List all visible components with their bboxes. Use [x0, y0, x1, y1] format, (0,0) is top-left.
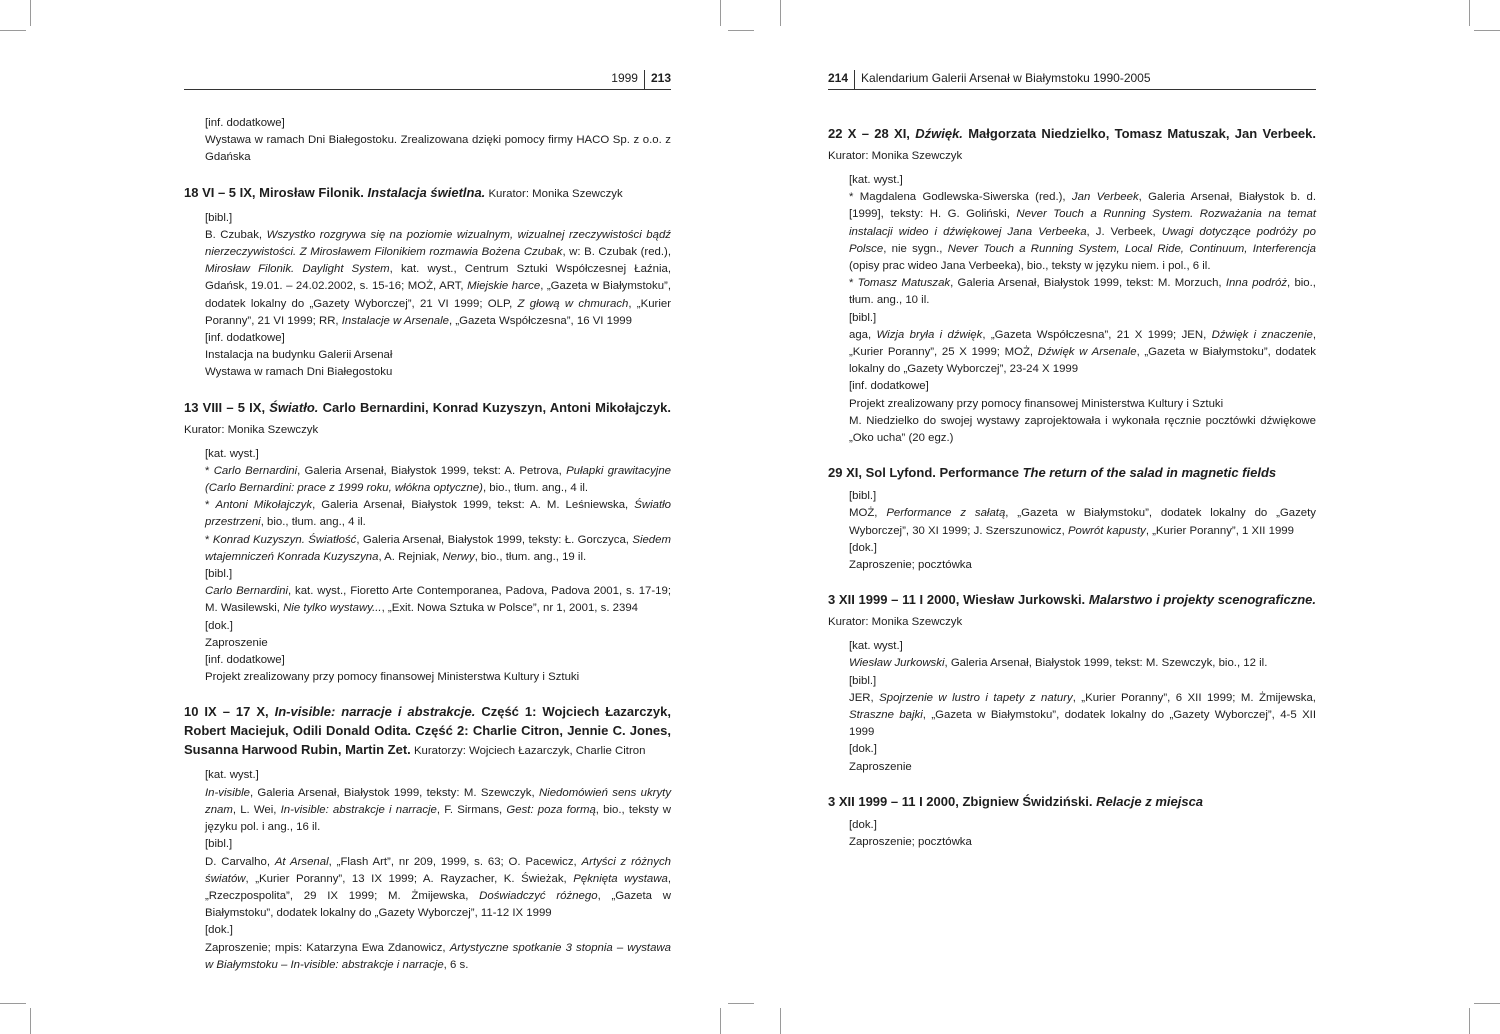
italic-text: Wizja bryła i dźwięk: [876, 328, 983, 341]
text-run: , Galeria Arsenał, Białystok 1999, tekst: M. Morzuch,: [950, 277, 1226, 290]
text-run: M. Niedzielko do swojej wystawy zaprojektowała i wykonała ręcznie pocztówki dźwiękowe „Oko ucha” (20 egz.): [849, 414, 1316, 445]
text-run: , kat. wyst., Fioretto Arte Contemporanea, Padova, Padova 2001, s. 17-19; M. Wasilewski,: [205, 585, 671, 615]
text-run: Projekt zrealizowany przy pomocy finansowej Ministerstwa Kultury i Sztuki: [205, 671, 580, 684]
italic-text: Światło.: [269, 399, 319, 415]
page-header: [184, 70, 671, 90]
text-run: *: [205, 464, 214, 477]
italic-text: Straszne bajki: [849, 709, 923, 722]
text-run: [kat. wyst.]: [849, 640, 903, 653]
crop-mark: [30, 0, 31, 26]
italic-text: Uwagi dotyczące podróży po Polsce: [849, 225, 1316, 255]
text-run: 10 IX – 17 X,: [184, 704, 275, 720]
crop-mark: [0, 30, 26, 31]
entry-title: [828, 792, 1316, 811]
italic-text: Pułapki grawitacyjne (Carlo Bernardini: prace z 1999 roku, włókna optyczne): [205, 464, 672, 495]
entry-line: [205, 854, 671, 923]
text-run: Zaproszenie; pocztówka: [849, 559, 972, 572]
text-run: * Magdalena Godlewska-Siwerska (red.),: [849, 191, 1072, 204]
text-run: *: [205, 499, 216, 512]
entry-body: [828, 638, 1316, 776]
italic-text: Miejskie harce: [467, 280, 541, 293]
italic-text: Wiesław Jurkowski: [849, 657, 945, 670]
text-run: *: [205, 533, 213, 546]
text-run: Wystawa w ramach Dni Białegostoku. Zrealizowana dzięki pomocy firmy HACO Sp. z o.o. z Gdańska: [205, 134, 671, 164]
text-run: Część 1: Wojciech Łazarczyk, Robert Maciejuk, Odili Donald Odita. Część 2: Charlie Citron, Jennie C. Jones, Susanna Harwood Rubin, Martin Zet.: [184, 704, 671, 758]
text-run: [inf. dodatkowe]: [205, 654, 285, 667]
text-run: 22 X – 28 XI,: [828, 126, 916, 141]
italic-text: Instalacja świetlna.: [367, 184, 486, 200]
italic-text: Gest: poza formą: [506, 803, 596, 816]
text-run: , „Kurier Poranny”, 21 VI 1999; RR,: [205, 297, 671, 327]
entry-line: [205, 669, 671, 686]
entry-title: [828, 590, 1316, 632]
text-run: [bibl.]: [205, 838, 233, 851]
text-run: aga,: [849, 328, 877, 341]
italic-text: Instalacje w Arsenale: [341, 314, 449, 327]
entry-line: [205, 347, 671, 364]
text-run: D. Carvalho,: [205, 855, 275, 868]
entry-line: [849, 690, 1316, 742]
text-run: Małgorzata Niedzielko, Tomasz Matuszak, Jan Verbeek.: [962, 126, 1316, 141]
text-run: [inf. dodatkowe]: [205, 117, 285, 129]
text-run: , Galeria Arsenał, Białystok 1999, teksty: Ł. Gorczyca,: [356, 533, 633, 546]
crop-mark: [720, 1008, 721, 1034]
text-run: [dok.]: [205, 924, 233, 937]
text-run: , bio., tłum. ang., 10 il.: [849, 277, 1316, 307]
crop-mark: [1469, 0, 1470, 26]
text-run: Kurator: Monika Szewczyk: [184, 423, 319, 436]
italic-text: Nerwy: [442, 550, 475, 563]
text-run: [dok.]: [849, 743, 877, 756]
entry-line: [205, 227, 671, 330]
page-number: 213: [650, 71, 671, 85]
entry-body: [184, 115, 671, 167]
italic-text: In-visible: narracje i abstrakcje.: [274, 704, 476, 720]
text-run: , bio., tłum. ang., 19 il.: [474, 550, 587, 563]
text-run: [bibl.]: [849, 311, 877, 324]
text-run: , „Gazeta w Białymstoku”, dodatek lokalny do „Gazety Wyborczej”, 21 VI 1999; OLP,: [205, 280, 671, 310]
calendar-entry: [828, 590, 1316, 776]
text-run: , „Gazeta w Białymstoku”, dodatek lokalny do „Gazety Wyborczej”, 4-5 XII 1999: [849, 709, 1316, 739]
crop-mark: [0, 1003, 26, 1004]
text-run: 18 VI – 5 IX, Mirosław Filonik.: [184, 184, 368, 200]
left-page: [184, 0, 671, 1034]
text-run: , nie sygn.,: [883, 242, 948, 255]
entry-line: [849, 655, 1316, 672]
italic-text: Malarstwo i projekty scenograficzne.: [1088, 592, 1316, 608]
entry-line: [849, 413, 1316, 447]
italic-text: Never Touch a Running System. Rozważania na temat instalacji wideo i dźwiękowej Jana Verbeeka: [849, 208, 1316, 238]
text-run: [dok.]: [849, 541, 877, 554]
entry-title: [828, 124, 1316, 166]
crop-mark: [728, 1003, 754, 1004]
text-run: , „Gazeta w Białymstoku”, dodatek lokalny do „Gazety Wyborczej”, 23-24 X 1999: [849, 346, 1317, 376]
italic-text: Wszystko rozgrywa się na poziomie wizualnym, wizualnej rzeczywistości bądź nierzeczywistości. Z Mirosławem Filonikiem rozmawia Bożena Czubak: [205, 228, 671, 259]
text-run: , „Flash Art”, nr 209, 1999, s. 63; O. Pacewicz,: [328, 855, 582, 868]
crop-mark: [780, 1008, 781, 1034]
italic-text: Nie tylko wystawy...: [283, 602, 382, 615]
text-run: , „Kurier Poranny”, 25 X 1999; MOŻ,: [849, 328, 1316, 359]
entry-line: [205, 836, 671, 853]
text-run: B. Czubak,: [205, 228, 267, 241]
italic-text: Doświadczyć różnego: [479, 889, 598, 902]
entry-line: [849, 673, 1316, 690]
crop-mark: [728, 30, 754, 31]
text-run: [bibl.]: [849, 674, 877, 687]
calendar-entry: [184, 398, 671, 687]
italic-text: In-visible: [205, 786, 250, 799]
entry-line: [849, 310, 1316, 327]
text-run: , kat. wyst., Centrum Sztuki Współczesnej Łaźnia, Gdańsk, 19.01. – 24.02.2002, s. 15-16; MOŻ, ART,: [205, 263, 671, 293]
text-run: [kat. wyst.]: [205, 769, 259, 782]
entry-body: [828, 172, 1316, 447]
entry-line: [205, 132, 671, 166]
italic-text: Jan Verbeek: [1071, 191, 1139, 204]
text-run: JER,: [849, 691, 880, 704]
page-content: [184, 115, 671, 990]
entry-title: [184, 398, 671, 440]
italic-text: Dźwięk w Arsenale: [1037, 346, 1137, 359]
text-run: MOŻ,: [849, 507, 887, 520]
text-run: 3 XII 1999 – 11 I 2000, Zbigniew Świdziński.: [828, 793, 1097, 809]
header-title: Kalendarium Galerii Arsenał w Białymstoku 1990-2005: [861, 71, 1151, 85]
italic-text: Dźwięk.: [915, 126, 963, 141]
text-run: , „Gazeta Współczesna”, 16 VI 1999: [448, 314, 632, 327]
entry-line: [849, 275, 1316, 309]
text-run: [bibl.]: [849, 490, 877, 503]
entry-line: [849, 189, 1316, 275]
entry-line: [205, 652, 671, 669]
entry-line: [849, 172, 1316, 189]
text-run: , 6 s.: [443, 958, 469, 971]
text-run: , „Kurier Poranny”, 13 IX 1999; A. Rayzacher, K. Świeżak,: [245, 872, 574, 885]
entry-line: [849, 638, 1316, 655]
text-run: [bibl.]: [205, 211, 233, 224]
entry-line: [849, 540, 1316, 557]
text-run: Kuratorzy: Wojciech Łazarczyk, Charlie Citron: [410, 745, 646, 758]
text-run: Zaproszenie: [849, 760, 912, 773]
header-divider: [644, 70, 645, 89]
calendar-entry: [184, 115, 671, 167]
text-run: Projekt zrealizowany przy pomocy finansowej Ministerstwa Kultury i Sztuki: [849, 397, 1224, 410]
italic-text: At Arsenal: [274, 855, 329, 868]
italic-text: Niedomówień sens ukryty znam: [205, 786, 672, 816]
text-run: , Galeria Arsenał, Białystok 1999, teksty: M. Szewczyk,: [249, 786, 539, 799]
calendar-entry: [828, 124, 1316, 447]
entry-line: [205, 532, 671, 566]
entry-line: [205, 583, 671, 617]
text-run: , „Gazeta w Białymstoku”, dodatek lokalny do „Gazety Wyborczej”, 11-12 IX 1999: [205, 889, 672, 920]
entry-line: [205, 767, 671, 784]
text-run: [kat. wyst.]: [205, 447, 259, 460]
text-run: 13 VIII – 5 IX,: [184, 399, 270, 415]
text-run: , Galeria Arsenał, Białystok 1999, tekst: A. Petrova,: [297, 464, 567, 477]
entry-line: [849, 817, 1316, 834]
page-header: [828, 70, 1316, 90]
entry-line: [849, 488, 1316, 505]
entry-line: [205, 330, 671, 347]
entry-line: [205, 210, 671, 227]
text-run: , „Kurier Poranny”, 6 XII 1999; M. Żmijewska,: [1072, 691, 1316, 704]
calendar-entry: [828, 792, 1316, 851]
entry-line: [205, 940, 671, 974]
text-run: , „Kurier Poranny”, 1 XII 1999: [1145, 524, 1294, 537]
text-run: , „Rzeczpospolita”, 29 IX 1999; M. Żmijewska,: [205, 872, 672, 902]
text-run: 29 XI, Sol Lyfond. Performance: [828, 465, 1023, 481]
text-run: Kurator: Monika Szewczyk: [828, 616, 963, 629]
text-run: , Galeria Arsenał, Białystok 1999, tekst: A. M. Leśniewska,: [312, 499, 635, 512]
text-run: [inf. dodatkowe]: [849, 380, 929, 393]
text-run: , Galeria Arsenał, Białystok 1999, tekst: M. Szewczyk, bio., 12 il.: [944, 657, 1268, 670]
text-run: [kat. wyst.]: [849, 174, 903, 186]
entry-line: [205, 446, 671, 463]
entry-body: [184, 446, 671, 687]
crop-mark: [30, 1008, 31, 1034]
text-run: *: [849, 277, 858, 290]
text-run: , bio., teksty w języku pol. i ang., 16 il.: [205, 803, 672, 834]
entry-body: [828, 488, 1316, 574]
text-run: , J. Verbeek,: [1086, 225, 1162, 238]
italic-text: Carlo Bernardini: [213, 464, 298, 477]
entry-line: [849, 834, 1316, 851]
crop-mark: [1474, 1003, 1500, 1004]
text-run: , A. Rejniak,: [378, 550, 443, 563]
italic-text: Never Touch a Running System, Local Ride, Continuum, Interferencja: [947, 242, 1317, 255]
entry-line: [205, 364, 671, 381]
italic-text: Pęknięta wystawa: [573, 872, 668, 885]
italic-text: Światło przestrzeni: [205, 499, 671, 529]
text-run: , L. Wei,: [232, 803, 281, 816]
entry-line: [849, 378, 1316, 395]
text-run: [inf. dodatkowe]: [205, 332, 285, 345]
text-run: Instalacja na budynku Galerii Arsenał: [205, 349, 393, 362]
text-run: Wystawa w ramach Dni Białegostoku: [205, 366, 393, 379]
entry-line: [849, 327, 1316, 379]
italic-text: Tomasz Matuszak: [857, 277, 951, 290]
calendar-entry: [184, 702, 671, 973]
italic-text: Dźwięk i znaczenie: [1211, 328, 1313, 341]
entry-line: [205, 497, 671, 531]
entry-body: [828, 817, 1316, 851]
entry-line: [205, 785, 671, 837]
text-run: , F. Sirmans,: [436, 803, 507, 816]
entry-line: [205, 463, 671, 497]
text-run: Zaproszenie; mpis: Katarzyna Ewa Zdanowicz,: [205, 941, 450, 954]
entry-line: [849, 505, 1316, 539]
crop-mark: [1469, 1008, 1470, 1034]
entry-title: [184, 702, 671, 761]
text-run: Zaproszenie; pocztówka: [849, 836, 972, 849]
entry-line: [205, 115, 671, 132]
header-divider: [854, 70, 855, 89]
text-run: Zaproszenie: [205, 636, 268, 649]
entry-line: [205, 618, 671, 635]
italic-text: Mirosław Filonik. Daylight System: [205, 263, 390, 276]
italic-text: Konrad Kuzyszyn. Światłość: [212, 533, 357, 546]
italic-text: Carlo Bernardini: [205, 585, 288, 598]
italic-text: Performance z sałatą: [886, 507, 1006, 520]
entry-line: [205, 566, 671, 583]
entry-body: [184, 210, 671, 382]
entry-line: [849, 396, 1316, 413]
text-run: Kurator: Monika Szewczyk: [485, 187, 623, 200]
header-year: 1999: [611, 71, 638, 85]
text-run: (opisy prac wideo Jana Verbeeka), bio., teksty w języku niem. i pol., 6 il.: [849, 260, 1211, 273]
text-run: 3 XII 1999 – 11 I 2000, Wiesław Jurkowski.: [828, 592, 1089, 608]
text-run: , w: B. Czubak (red.),: [562, 246, 671, 259]
text-run: , „Gazeta Współczesna”, 21 X 1999; JEN,: [982, 328, 1212, 341]
italic-text: The return of the salad in magnetic fields: [1022, 465, 1277, 481]
calendar-entry: [184, 183, 671, 382]
entry-line: [849, 741, 1316, 758]
text-run: [dok.]: [849, 818, 877, 831]
entry-title: [828, 463, 1316, 482]
text-run: , „Exit. Nowa Sztuka w Polsce”, nr 1, 2001, s. 2394: [381, 602, 638, 615]
italic-text: Relacje z miejsca: [1096, 793, 1204, 809]
crop-mark: [1474, 30, 1500, 31]
italic-text: Spojrzenie w lustro i tapety z natury: [879, 691, 1073, 704]
italic-text: In-visible: abstrakcje i narracje: [280, 803, 437, 816]
italic-text: Artystyczne spotkanie 3 stopnia – wystawa w Białymstoku – In-visible: abstrakcje i narracje: [205, 941, 671, 971]
entry-line: [849, 557, 1316, 574]
italic-text: Siedem wtajemniczeń Konrada Kuzyszyna: [205, 533, 671, 563]
text-run: [dok.]: [205, 619, 233, 632]
text-run: , bio., tłum. ang., 4 il.: [482, 482, 589, 495]
entry-title: [184, 183, 671, 204]
text-run: , bio., tłum. ang., 4 il.: [260, 516, 366, 529]
text-run: , Galeria Arsenał, Białystok b. d. [1999], teksty: H. G. Goliński,: [849, 191, 1316, 221]
text-run: [bibl.]: [205, 568, 233, 581]
page-content: [828, 124, 1316, 867]
italic-text: Z głową w chmurach: [517, 297, 629, 310]
text-run: , „Gazeta w Białymstoku”, dodatek lokalny do „Gazety Wyborczej”, 30 XI 1999; J. Szerszunowicz,: [849, 507, 1316, 537]
italic-text: Powrót kapusty: [1067, 524, 1146, 537]
crop-mark: [720, 0, 721, 26]
entry-line: [205, 635, 671, 652]
entry-line: [205, 922, 671, 939]
page-number: 214: [828, 71, 849, 85]
text-run: Carlo Bernardini, Konrad Kuzyszyn, Antoni Mikołajczyk.: [318, 399, 671, 415]
text-run: Kurator: Monika Szewczyk: [828, 150, 963, 162]
italic-text: Artyści z różnych światów: [205, 855, 671, 885]
crop-mark: [780, 0, 781, 26]
entry-body: [184, 767, 671, 973]
right-page: [828, 0, 1316, 1034]
italic-text: Inna podróż: [1225, 277, 1288, 290]
italic-text: Antoni Mikołajczyk: [215, 499, 313, 512]
calendar-entry: [828, 463, 1316, 574]
entry-line: [849, 759, 1316, 776]
